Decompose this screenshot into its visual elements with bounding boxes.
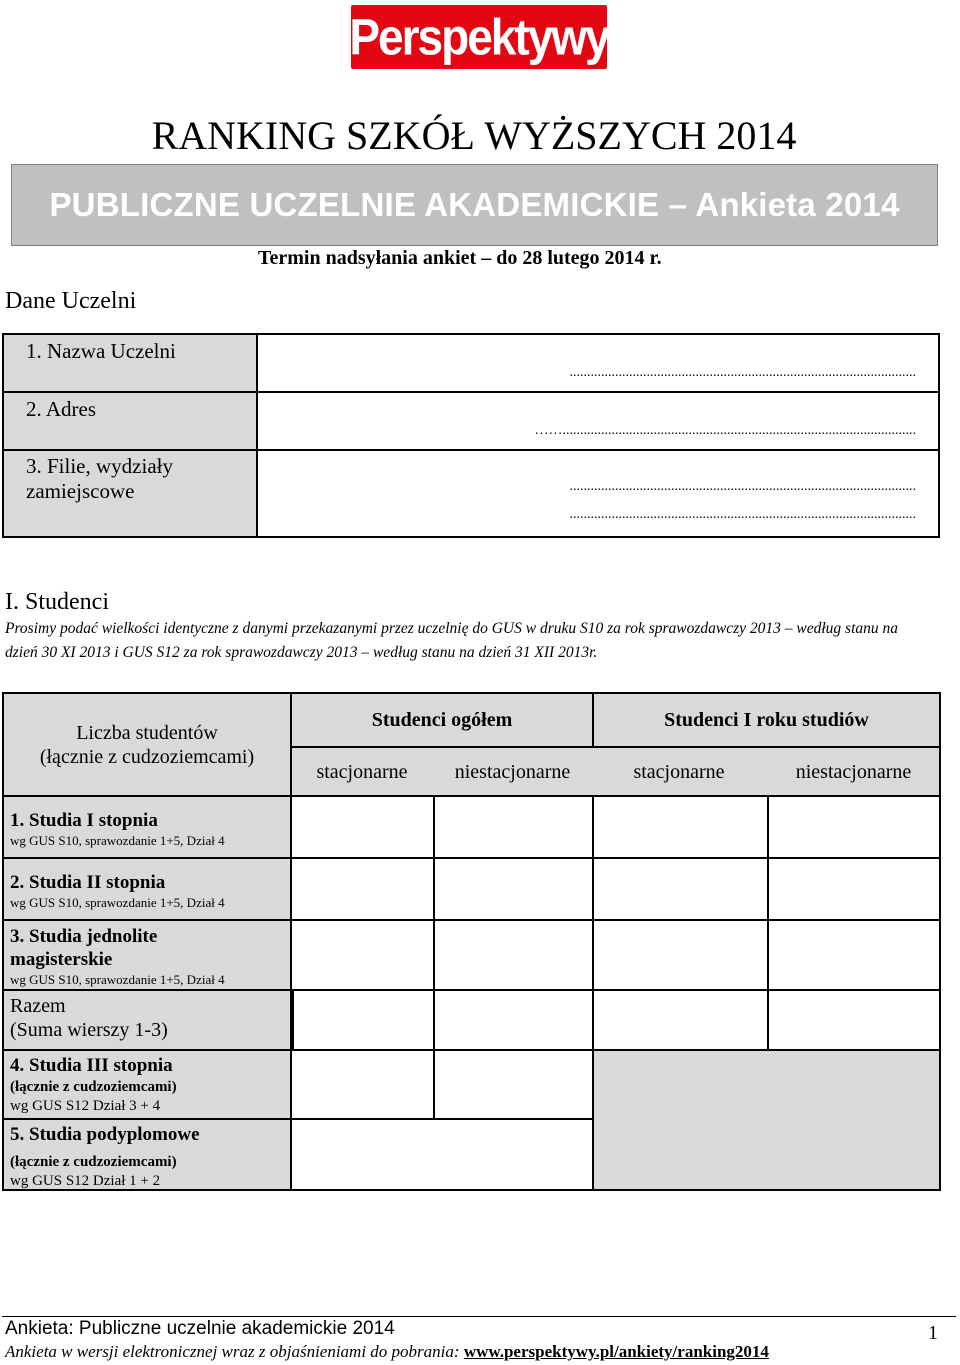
cell-i-stopnia-niestacjonarne[interactable] <box>433 797 592 857</box>
field-nazwa[interactable]: ................................................................................................... <box>569 365 916 380</box>
cell-i-stopnia-stacjonarne[interactable] <box>290 797 433 857</box>
subtitle-text: PUBLICZNE UCZELNIE AKADEMICKIE – Ankieta 2014 <box>49 186 900 223</box>
cell-ii-stopnia-niestacjonarne[interactable] <box>433 857 592 919</box>
cell-iii-stopnia-niestacjonarne[interactable] <box>433 1049 592 1118</box>
page-title: RANKING SZKÓŁ WYŻSZYCH 2014 <box>151 113 797 158</box>
instructions-text: Prosimy podać wielkości identyczne z danymi przekazanymi przez uczelnię do GUS w druku S10 za rok sprawozdawczy 2013 – według stanu na dzień 30 XI 2013 i GUS S12 za rok sprawozdawczy 2013 – według stanu na dzień 31 XII 2013r. <box>5 620 899 661</box>
cell-jednolite-stacjonarne[interactable] <box>290 919 433 989</box>
cell-razem-niestacjonarne[interactable] <box>433 989 592 1049</box>
cell-razem-i-rok-niestacjonarne[interactable] <box>767 989 939 1049</box>
cell-razem-stacjonarne[interactable] <box>292 989 433 1049</box>
row-nazwa <box>4 335 938 393</box>
footer-divider <box>2 1316 956 1317</box>
row-label-i-stopnia: 1. Studia I stopnia wg GUS S10, sprawozdanie 1+5, Dział 4 <box>4 797 290 857</box>
header-studenci-ogolem: Studenci ogółem <box>290 694 592 746</box>
footer-title: Ankieta: Publiczne uczelnie akademickie 2014 <box>5 1318 395 1339</box>
section-heading-dane: Dane Uczelni <box>5 288 137 314</box>
subheader-niestacjonarne-1: niestacjonarne <box>454 761 571 783</box>
subheader-stacjonarne-2: stacjonarne <box>633 761 725 783</box>
subtitle-banner <box>11 164 938 246</box>
field-filie-line2[interactable]: ................................................................................................... <box>569 507 916 522</box>
download-link[interactable]: www.perspektywy.pl/ankiety/ranking2014 <box>463 1342 769 1361</box>
row-label-razem: Razem (Suma wierszy 1-3) <box>4 989 290 1049</box>
field-adres[interactable]: ……..................................................................................................... <box>534 423 916 438</box>
subheader-niestacjonarne-2: niestacjonarne <box>795 761 912 783</box>
cell-ii-stopnia-i-rok-stacjonarne[interactable] <box>592 857 767 919</box>
corner-header: Liczba studentów (łącznie z cudzoziemcami) <box>4 694 290 795</box>
row-label-iii-stopnia: 4. Studia III stopnia (łącznie z cudzoziemcami) wg GUS S12 Dział 3 + 4 <box>4 1049 290 1118</box>
label-nazwa: 1. Nazwa Uczelni <box>4 335 258 391</box>
row-adres <box>4 393 938 451</box>
row-label-jednolite: 3. Studia jednolite magisterskie wg GUS S10, sprawozdanie 1+5, Dział 4 <box>4 919 290 989</box>
disabled-area <box>592 1049 939 1189</box>
cell-jednolite-i-rok-niestacjonarne[interactable] <box>767 919 939 989</box>
cell-i-stopnia-i-rok-niestacjonarne[interactable] <box>767 797 939 857</box>
page-number: 1 <box>928 1322 938 1344</box>
students-table <box>2 692 941 1191</box>
cell-podyplomowe[interactable] <box>290 1118 592 1189</box>
field-filie-line1[interactable]: ................................................................................................... <box>569 479 916 494</box>
cell-i-stopnia-i-rok-stacjonarne[interactable] <box>592 797 767 857</box>
cell-jednolite-i-rok-stacjonarne[interactable] <box>592 919 767 989</box>
section-heading-studenci: I. Studenci <box>5 589 109 615</box>
deadline-text: Termin nadsyłania ankiet – do 28 lutego 2014 r. <box>258 247 662 269</box>
header-studenci-i-roku: Studenci I roku studiów <box>592 694 939 746</box>
row-label-podyplomowe: 5. Studia podyplomowe (łącznie z cudzoziemcami) wg GUS S12 Dział 1 + 2 <box>4 1118 290 1189</box>
row-filie <box>4 451 938 536</box>
cell-iii-stopnia-stacjonarne[interactable] <box>290 1049 433 1118</box>
cell-ii-stopnia-i-rok-niestacjonarne[interactable] <box>767 857 939 919</box>
institution-data-table <box>2 333 940 538</box>
logo-text: Perspektywy <box>349 8 609 66</box>
label-filie: 3. Filie, wydziały zamiejscowe <box>4 451 258 536</box>
perspektywy-logo <box>351 5 607 69</box>
subheader-stacjonarne-1: stacjonarne <box>316 761 408 783</box>
cell-ii-stopnia-stacjonarne[interactable] <box>290 857 433 919</box>
row-label-ii-stopnia: 2. Studia II stopnia wg GUS S10, sprawozdanie 1+5, Dział 4 <box>4 857 290 919</box>
cell-razem-i-rok-stacjonarne[interactable] <box>592 989 767 1049</box>
cell-jednolite-niestacjonarne[interactable] <box>433 919 592 989</box>
label-adres: 2. Adres <box>4 393 258 449</box>
footer-note: Ankieta w wersji elektronicznej wraz z objaśnieniami do pobrania: www.perspektywy.pl/ankiety/ranking2014 <box>5 1342 769 1361</box>
